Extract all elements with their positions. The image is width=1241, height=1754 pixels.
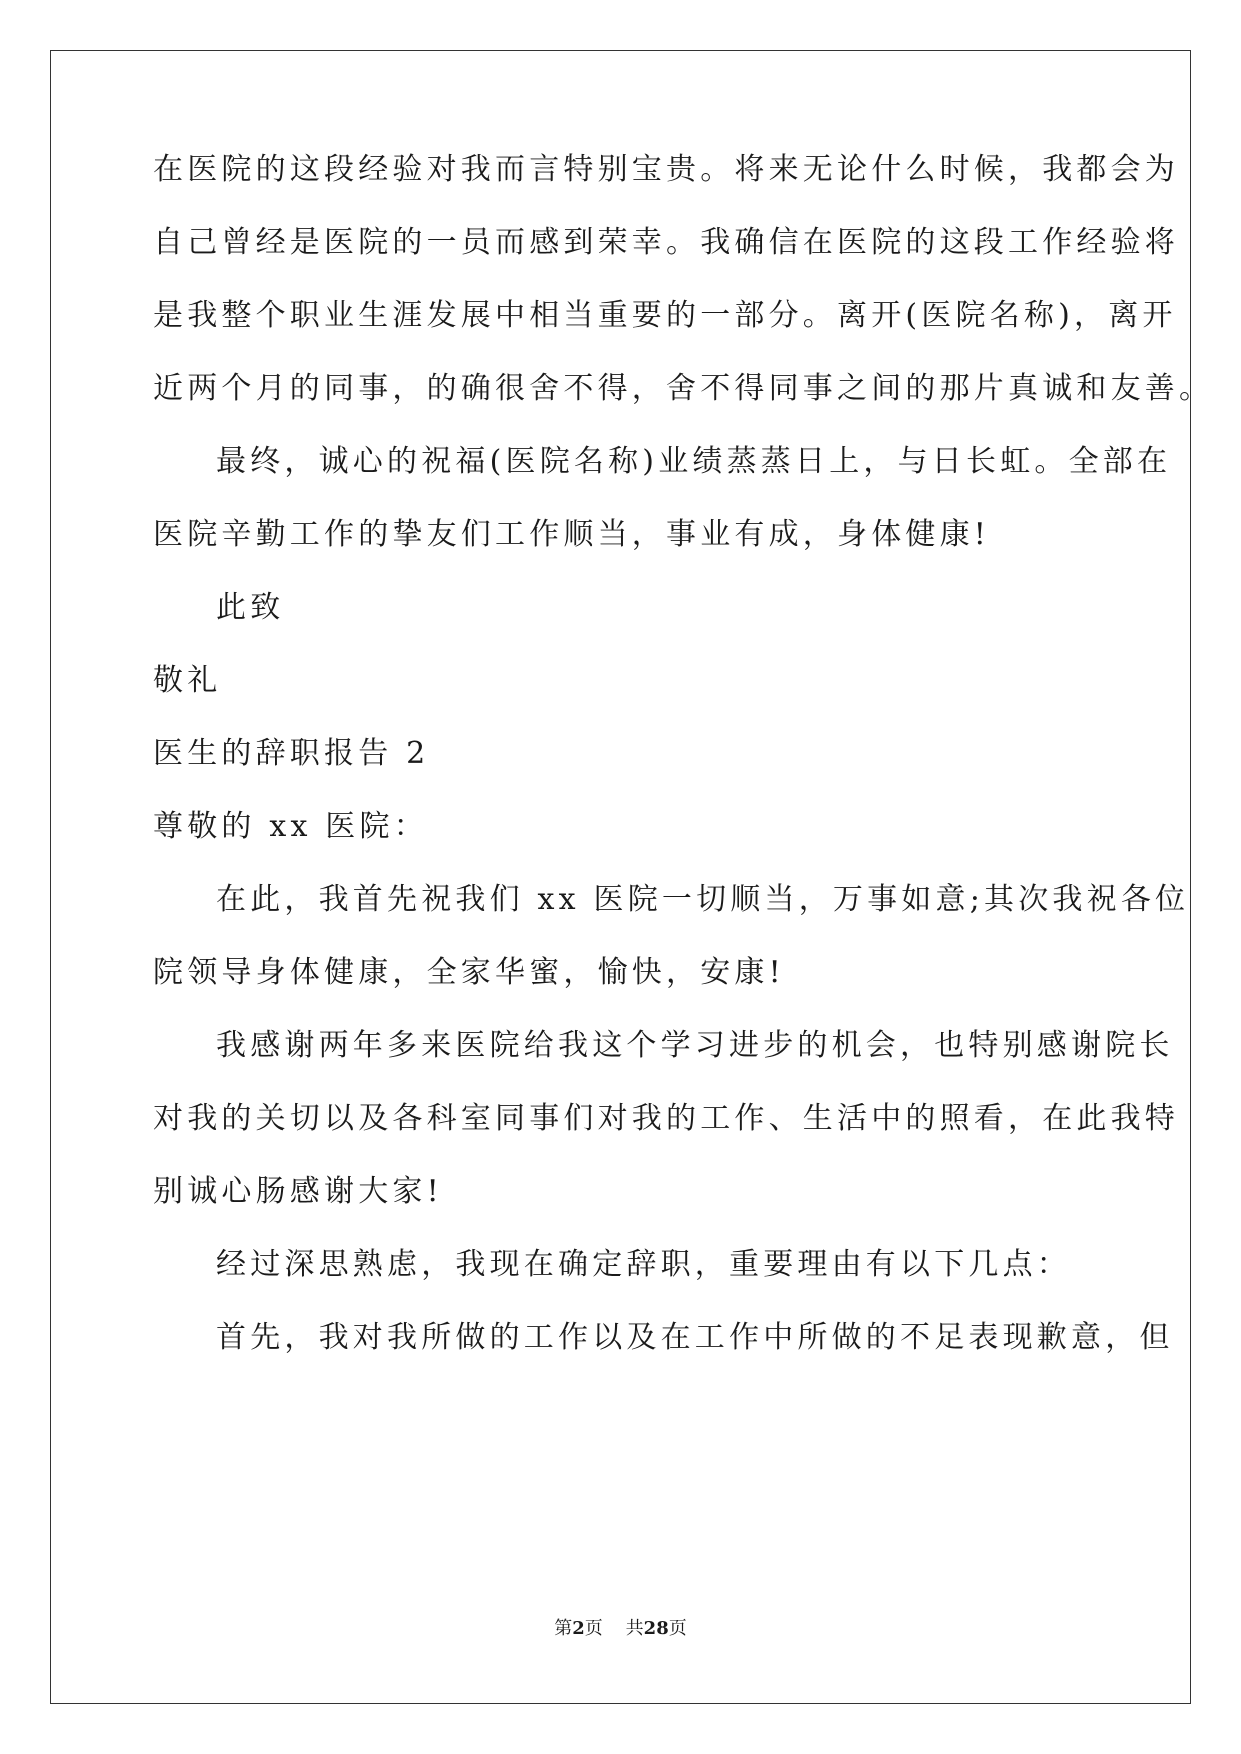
paragraph-line: 在此，我首先祝我们 xx 医院一切顺当，万事如意;其次我祝各位 (216, 882, 1190, 917)
paragraph-line: 在医院的这段经验对我而言特别宝贵。将来无论什么时候，我都会为 (153, 152, 1179, 187)
footer-total-prefix: 共 (625, 1618, 644, 1639)
footer-prefix: 第 (554, 1618, 573, 1639)
paragraph-line: 近两个月的同事，的确很舍不得，舍不得同事之间的那片真诚和友善。 (153, 371, 1214, 406)
paragraph-line: 院领导身体健康，全家华蜜，愉快，安康! (153, 955, 785, 990)
paragraph-line: 最终，诚心的祝福(医院名称)业绩蒸蒸日上，与日长虹。全部在 (216, 444, 1172, 479)
paragraph-line: 经过深思熟虑，我现在确定辞职，重要理由有以下几点： (216, 1247, 1071, 1282)
paragraph-line: 首先，我对我所做的工作以及在工作中所做的不足表现歉意，但 (216, 1320, 1174, 1355)
closing-line: 敬礼 (153, 663, 222, 698)
closing-line: 此致 (216, 590, 285, 625)
paragraph-line: 医院辛勤工作的挚友们工作顺当，事业有成，身体健康! (153, 517, 991, 552)
paragraph-line: 我感谢两年多来医院给我这个学习进步的机会，也特别感谢院长 (216, 1028, 1174, 1063)
current-page-number: 2 (572, 1618, 585, 1639)
section-heading: 医生的辞职报告 2 (153, 736, 430, 771)
paragraph-line: 自己曾经是医院的一员而感到荣幸。我确信在医院的这段工作经验将 (153, 225, 1179, 260)
salutation: 尊敬的 xx 医院： (153, 809, 428, 844)
footer-page-suffix: 页 (584, 1618, 603, 1639)
paragraph-line: 别诚心肠感谢大家! (153, 1174, 443, 1209)
total-page-count: 28 (643, 1618, 669, 1639)
paragraph-line: 是我整个职业生涯发展中相当重要的一部分。离开(医院名称)，离开 (153, 298, 1177, 333)
footer-total-suffix: 页 (668, 1618, 687, 1639)
page-footer (0, 1617, 1241, 1641)
paragraph-line: 对我的关切以及各科室同事们对我的工作、生活中的照看，在此我特 (153, 1101, 1179, 1136)
